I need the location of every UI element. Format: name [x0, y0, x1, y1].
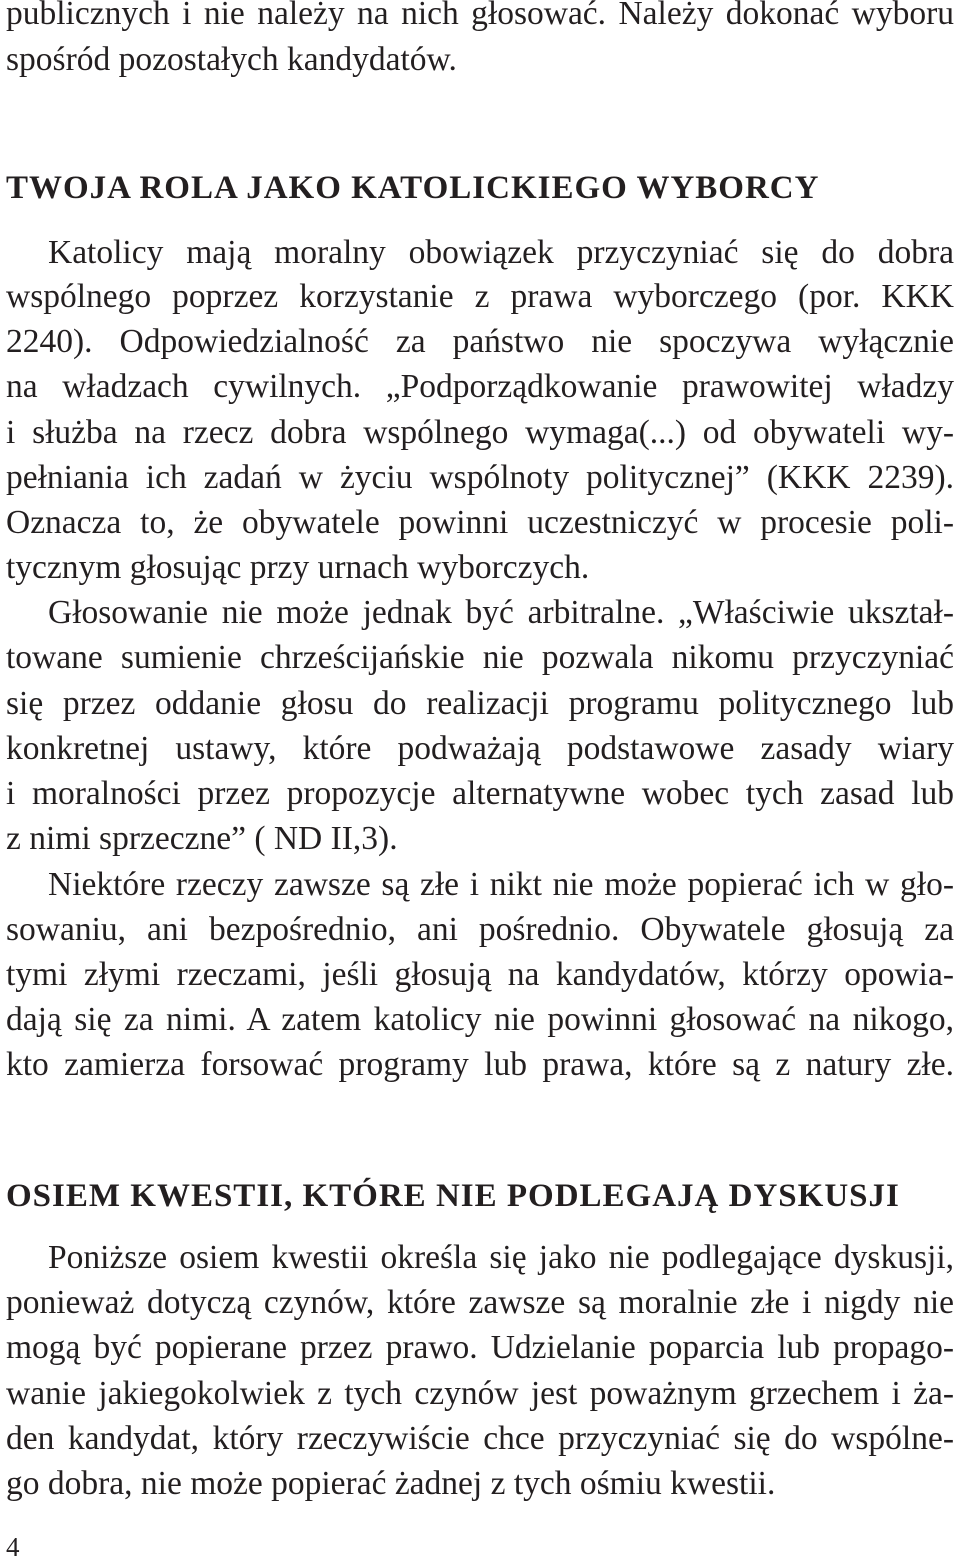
text-line: wspólnego poprzez korzystanie z prawa wyborczego (por. KKK: [6, 278, 954, 315]
text-line: den kandydat, który rzeczywiście chce przyczyniać się do wspólne-: [6, 1420, 954, 1457]
text-line: towane sumienie chrześcijańskie nie pozwala nikomu przyczyniać: [6, 639, 954, 676]
text-line: sowaniu, ani bezpośrednio, ani pośrednio. Obywatele głosują za: [6, 911, 954, 948]
text-line: Katolicy mają moralny obowiązek przyczyniać się do dobra: [48, 234, 954, 271]
text-line: na władzach cywilnych. „Podporządkowanie prawowitej władzy: [6, 368, 954, 405]
text-line: się przez oddanie głosu do realizacji programu politycznego lub: [6, 685, 954, 722]
section-heading-eight-issues: OSIEM KWESTII, KTÓRE NIE PODLEGAJĄ DYSKUSJI: [6, 1178, 900, 1214]
text-line: konkretnej ustawy, które podważają podstawowe zasady wiary: [6, 730, 954, 767]
text-line: Niektóre rzeczy zawsze są złe i nikt nie może popierać ich w gło-: [48, 866, 954, 903]
text-line: tymi złymi rzeczami, jeśli głosują na kandydatów, którzy opowia-: [6, 956, 954, 993]
text-line: Oznacza to, że obywatele powinni uczestniczyć w procesie poli-: [6, 504, 954, 541]
text-line: spośród pozostałych kandydatów.: [6, 41, 457, 78]
text-line: i służba na rzecz dobra wspólnego wymaga(...) od obywateli wy-: [6, 414, 954, 451]
text-line: z nimi sprzeczne” ( ND II,3).: [6, 820, 398, 857]
text-line: Głosowanie nie może jednak być arbitralne. „Właściwie ukształ-: [48, 594, 954, 631]
text-line: kto zamierza forsować programy lub prawa, które są z natury złe.: [6, 1046, 954, 1083]
text-line: tycznym głosując przy urnach wyborczych.: [6, 549, 590, 586]
text-line: dają się za nimi. A zatem katolicy nie powinni głosować na nikogo,: [6, 1001, 954, 1038]
text-line: 2240). Odpowiedzialność za państwo nie spoczywa wyłącznie: [6, 323, 954, 360]
text-line: ponieważ dotyczą czynów, które zawsze są moralnie złe i nigdy nie: [6, 1284, 954, 1321]
text-line: mogą być popierane przez prawo. Udzielanie poparcia lub propago-: [6, 1329, 954, 1366]
text-line: go dobra, nie może popierać żadnej z tych ośmiu kwestii.: [6, 1465, 776, 1502]
text-line: wanie jakiegokolwiek z tych czynów jest poważnym grzechem i ża-: [6, 1375, 954, 1412]
text-line: i moralności przez propozycje alternatywne wobec tych zasad lub: [6, 775, 954, 812]
text-line: pełniania ich zadań w życiu wspólnoty politycznej” (KKK 2239).: [6, 459, 954, 496]
section-heading-catholic-voter: TWOJA ROLA JAKO KATOLICKIEGO WYBORCY: [6, 170, 820, 206]
text-line: publicznych i nie należy na nich głosować. Należy dokonać wyboru: [6, 0, 954, 32]
text-line: Poniższe osiem kwestii określa się jako nie podlegające dyskusji,: [48, 1239, 954, 1276]
page-number: 4: [6, 1532, 20, 1562]
